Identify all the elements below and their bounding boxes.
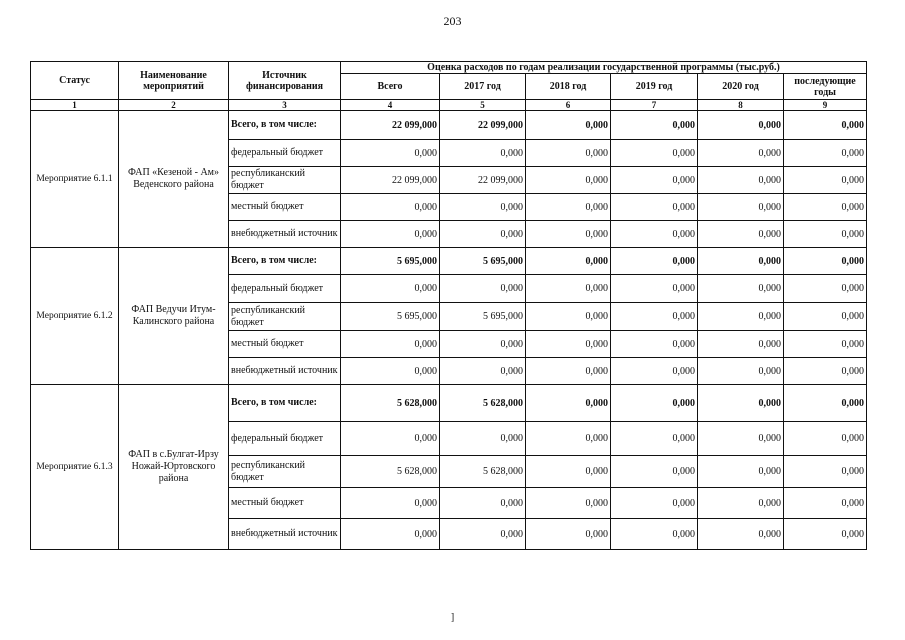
value-later: 0,000 <box>784 358 867 385</box>
value-2017: 0,000 <box>440 422 526 456</box>
value-2018: 0,000 <box>526 167 611 194</box>
header-later-years: последующие годы <box>784 74 867 100</box>
funding-source: федеральный бюджет <box>229 275 341 303</box>
status-cell: Мероприятие 6.1.2 <box>31 248 119 385</box>
value-2018: 0,000 <box>526 248 611 275</box>
value-2020: 0,000 <box>698 456 784 488</box>
value-2020: 0,000 <box>698 488 784 519</box>
header-2019: 2019 год <box>611 74 698 100</box>
total-row <box>31 385 867 422</box>
value-2020: 0,000 <box>698 111 784 140</box>
column-index: 3 <box>229 100 341 111</box>
column-index: 2 <box>119 100 229 111</box>
page-number: 203 <box>443 14 462 28</box>
value-later: 0,000 <box>784 422 867 456</box>
value-later: 0,000 <box>784 194 867 221</box>
value-2019: 0,000 <box>611 111 698 140</box>
header-activity: Наименование мероприятий <box>119 62 229 100</box>
funding-source: местный бюджет <box>229 331 341 358</box>
total-value: 5 628,000 <box>341 385 440 422</box>
table-body <box>31 111 867 550</box>
value-2020: 0,000 <box>698 358 784 385</box>
header-expense-estimate: Оценка расходов по годам реализации государственной программы (тыс.руб.) <box>341 62 867 74</box>
value-2017: 5 628,000 <box>440 385 526 422</box>
total-value: 0,000 <box>341 519 440 550</box>
funding-source: внебюджетный источник <box>229 221 341 248</box>
header-2017: 2017 год <box>440 74 526 100</box>
value-2020: 0,000 <box>698 194 784 221</box>
value-2017: 0,000 <box>440 519 526 550</box>
activity-name: ФАП Ведучи Итум-Калинского района <box>119 248 229 385</box>
value-2017: 22 099,000 <box>440 167 526 194</box>
value-later: 0,000 <box>784 111 867 140</box>
header-2020: 2020 год <box>698 74 784 100</box>
value-2019: 0,000 <box>611 140 698 167</box>
value-2019: 0,000 <box>611 385 698 422</box>
value-2019: 0,000 <box>611 422 698 456</box>
value-2020: 0,000 <box>698 248 784 275</box>
footer-mark: ] <box>450 612 455 623</box>
header-source: Источник финансирования <box>229 62 341 100</box>
value-2017: 0,000 <box>440 140 526 167</box>
value-2018: 0,000 <box>526 111 611 140</box>
value-2017: 5 628,000 <box>440 456 526 488</box>
total-value: 22 099,000 <box>341 111 440 140</box>
total-value: 0,000 <box>341 358 440 385</box>
column-index: 4 <box>341 100 440 111</box>
value-later: 0,000 <box>784 519 867 550</box>
value-2020: 0,000 <box>698 140 784 167</box>
value-2020: 0,000 <box>698 167 784 194</box>
value-later: 0,000 <box>784 385 867 422</box>
value-later: 0,000 <box>784 303 867 331</box>
total-value: 0,000 <box>341 194 440 221</box>
funding-source: внебюджетный источник <box>229 519 341 550</box>
value-2020: 0,000 <box>698 275 784 303</box>
value-2017: 0,000 <box>440 331 526 358</box>
funding-source: федеральный бюджет <box>229 422 341 456</box>
funding-source: местный бюджет <box>229 194 341 221</box>
status-cell: Мероприятие 6.1.3 <box>31 385 119 550</box>
value-later: 0,000 <box>784 488 867 519</box>
funding-source: федеральный бюджет <box>229 140 341 167</box>
column-index: 8 <box>698 100 784 111</box>
value-2019: 0,000 <box>611 194 698 221</box>
value-2019: 0,000 <box>611 331 698 358</box>
value-later: 0,000 <box>784 167 867 194</box>
total-value: 5 695,000 <box>341 248 440 275</box>
total-value: 0,000 <box>341 331 440 358</box>
value-2018: 0,000 <box>526 331 611 358</box>
value-2017: 0,000 <box>440 221 526 248</box>
activity-name: ФАП в с.Булгат-Ирзу Ножай-Юртовского района <box>119 385 229 550</box>
value-2018: 0,000 <box>526 488 611 519</box>
column-index: 5 <box>440 100 526 111</box>
value-2017: 5 695,000 <box>440 248 526 275</box>
funding-source: Всего, в том числе: <box>229 248 341 275</box>
value-2018: 0,000 <box>526 221 611 248</box>
value-2019: 0,000 <box>611 248 698 275</box>
value-2019: 0,000 <box>611 488 698 519</box>
header-total: Всего <box>341 74 440 100</box>
total-value: 0,000 <box>341 488 440 519</box>
column-index: 9 <box>784 100 867 111</box>
value-later: 0,000 <box>784 456 867 488</box>
value-2018: 0,000 <box>526 519 611 550</box>
value-2018: 0,000 <box>526 456 611 488</box>
value-2017: 0,000 <box>440 488 526 519</box>
value-2020: 0,000 <box>698 385 784 422</box>
funding-source: республиканский бюджет <box>229 167 341 194</box>
value-2020: 0,000 <box>698 221 784 248</box>
total-value: 5 628,000 <box>341 456 440 488</box>
header-status: Статус <box>31 62 119 100</box>
value-2018: 0,000 <box>526 422 611 456</box>
value-2020: 0,000 <box>698 422 784 456</box>
value-2020: 0,000 <box>698 303 784 331</box>
funding-source: Всего, в том числе: <box>229 385 341 422</box>
value-2020: 0,000 <box>698 519 784 550</box>
value-2019: 0,000 <box>611 221 698 248</box>
value-2018: 0,000 <box>526 275 611 303</box>
value-later: 0,000 <box>784 331 867 358</box>
status-cell: Мероприятие 6.1.1 <box>31 111 119 248</box>
value-later: 0,000 <box>784 140 867 167</box>
column-index: 6 <box>526 100 611 111</box>
value-2017: 0,000 <box>440 275 526 303</box>
value-2019: 0,000 <box>611 303 698 331</box>
value-later: 0,000 <box>784 221 867 248</box>
value-2018: 0,000 <box>526 140 611 167</box>
funding-source: Всего, в том числе: <box>229 111 341 140</box>
column-index: 7 <box>611 100 698 111</box>
header-2018: 2018 год <box>526 74 611 100</box>
total-value: 0,000 <box>341 422 440 456</box>
value-later: 0,000 <box>784 248 867 275</box>
value-2019: 0,000 <box>611 519 698 550</box>
value-2018: 0,000 <box>526 385 611 422</box>
value-2018: 0,000 <box>526 194 611 221</box>
total-value: 0,000 <box>341 221 440 248</box>
value-2017: 0,000 <box>440 358 526 385</box>
budget-table <box>30 61 867 550</box>
value-2019: 0,000 <box>611 358 698 385</box>
value-2019: 0,000 <box>611 167 698 194</box>
total-row <box>31 111 867 140</box>
activity-name: ФАП «Кезеной - Ам» Веденского района <box>119 111 229 248</box>
value-2019: 0,000 <box>611 275 698 303</box>
total-value: 0,000 <box>341 275 440 303</box>
value-2019: 0,000 <box>611 456 698 488</box>
value-2017: 22 099,000 <box>440 111 526 140</box>
total-row <box>31 248 867 275</box>
value-later: 0,000 <box>784 275 867 303</box>
value-2017: 5 695,000 <box>440 303 526 331</box>
value-2017: 0,000 <box>440 194 526 221</box>
total-value: 5 695,000 <box>341 303 440 331</box>
value-2018: 0,000 <box>526 303 611 331</box>
funding-source: республиканский бюджет <box>229 303 341 331</box>
value-2020: 0,000 <box>698 331 784 358</box>
total-value: 0,000 <box>341 140 440 167</box>
total-value: 22 099,000 <box>341 167 440 194</box>
funding-source: внебюджетный источник <box>229 358 341 385</box>
value-2018: 0,000 <box>526 358 611 385</box>
column-index: 1 <box>31 100 119 111</box>
funding-source: местный бюджет <box>229 488 341 519</box>
funding-source: республиканский бюджет <box>229 456 341 488</box>
